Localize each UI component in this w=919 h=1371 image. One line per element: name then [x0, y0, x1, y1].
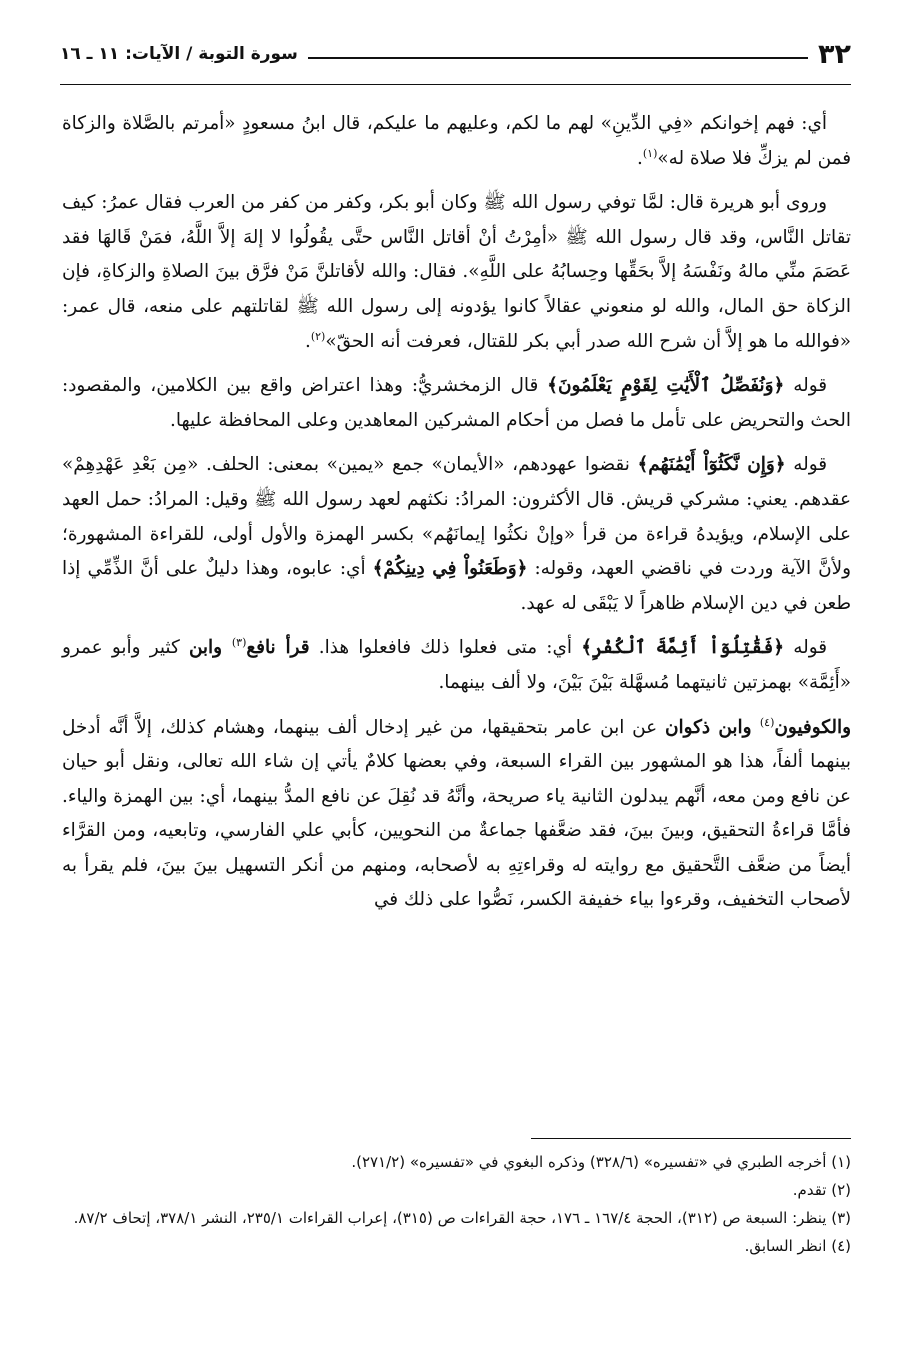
footnote-2: (٢) تقدم.	[792, 1181, 851, 1199]
paragraph-5	[62, 631, 851, 700]
quran-verse: ﴿وَإِن نَّكَثُوٓاْ أَيْمَٰنَهُم﴾	[637, 454, 786, 476]
footnote-ref: (١)	[642, 146, 658, 160]
quran-verse: ﴿فَقَٰتِلُوٓاْ أَئِمَّةَ ٱلْكُفْرِ﴾	[581, 637, 785, 659]
footnotes	[62, 1148, 851, 1260]
running-title: سورة التوبة / الآيات: ١١ ـ ١٦	[60, 44, 298, 64]
reader-name: والكوفيون	[774, 716, 851, 738]
paragraph-text: أي: فهم إخوانكم «فِي الدِّينِ» لهم ما لكم، وعليهم ما عليكم، قال ابنُ مسعودٍ «أمرتم بالصَّلاة والزكاة فمن لم يزكِّ فلا صلاة له»	[62, 113, 851, 169]
paragraph-text: كثير وأبو عمرو «أَئِمَّة» بهمزتين ثانيتهما مُسهَّلة بَيْنَ بَيْنَ، ولا ألف بينهما.	[62, 637, 851, 693]
footnote-4: (٤) انظر السابق.	[744, 1237, 851, 1255]
paragraph-lead: قوله	[785, 454, 827, 476]
paragraph-lead: قوله	[784, 637, 827, 659]
paragraph-tail: .	[637, 147, 643, 169]
paragraph-2	[62, 186, 851, 359]
paragraph-text: وروى أبو هريرة قال: لمَّا توفي رسول الله ﷺ وكان أبو بكر، وكفر من كفر من العرب فقال عمرُ: كيف تقاتل النَّاس، وقد قال رسول الله ﷺ «أمِرْتُ أنْ أقاتل النَّاس حتَّى يقُولُوا لا إلهَ إلاَّ اللَّهُ، فمَنْ قَالهَا فقد عَصَمَ منِّي مالهُ ونَفْسَهُ إلاَّ بحَقِّها وحِسابُهُ على اللَّهِ». فقال: والله لأقاتلنَّ مَنْ فرَّق بينَ الصلاةِ والزكاةِ، فإن الزكاة حق المال، والله لو منعوني عقالاً كانوا يؤدونه إلى رسول الله ﷺ لقاتلتهم على منعه، قال عمر: «فوالله ما هو إلاَّ أن شرح الله صدر أبي بكر للقتال، فعرفت أنه الحقّ»	[62, 192, 851, 352]
footnote-ref: (٣)	[231, 636, 247, 650]
reader-name: وابن ذكوان	[664, 716, 760, 738]
paragraph-text: نقضوا عهودهم، «الأيمان» جمع «يمين» بمعنى: الحلف. «مِن بَعْدِ عَهْدِهِمْ» عقدهم. يعني: مشركي قريش. قال الأكثرون: المرادُ: نكثهم لعهد رسول الله ﷺ وقيل: المرادُ: حمل العهد على الإسلام، ويؤيدهُ قراءة من قرأ «وإنْ نكثُوا إيمانَهُم» بكسر الهمزة والأول أولى، للقراءة المشهورة؛ ولأنَّ الآية وردت في ناقضي العهد، وقوله:	[62, 454, 852, 580]
page-number: ٣٢	[818, 38, 851, 70]
footnote-ref: (٤)	[759, 715, 775, 729]
footnote-1: (١) أخرجه الطبري في «تفسيره» (٣٢٨/٦) وذكره البغوي في «تفسيره» (٢٧١/٢).	[351, 1153, 851, 1171]
paragraph-6	[62, 711, 851, 919]
reader-name: وابن	[188, 637, 232, 659]
paragraph-text: قال الزمخشريُّ: وهذا اعتراض واقع بين الكلامين، والمقصود: الحث والتحريض على تأمل ما فصل من أحكام المشركين المعاهدين وعلى المحافظة عليها.	[62, 375, 851, 431]
paragraph-text: عن ابن عامر بتحقيقها، من غير إدخال ألف بينهما، وهشام كذلك، إلاَّ أنَّه أدخل بينهما ألفاً، هذا هو المشهور بين القراء السبعة، وفي بعضها كلامٌ يأتي إن شاء الله تعالى، ونقل أبو حيان عن نافع ومن معه، أنَّهم يبدلون الثانية ياء صريحة، وأنَّهُ قد نُقِلَ عن نافع المدُّ بينهما، أي: بين الهمزة والياء. فأمَّا قراءةُ التحقيق، وبينَ بينَ، فقد ضعَّفها جماعةٌ من النحويين، كأبي علي الفارسي، وتابعيه، ومن القرَّاء أيضاً من ضعَّف التَّحقيق مع روايته له وقراءتِهِ به لأصحابه، ومنهم من أنكر التسهيل بينَ بينَ، فلم يقرأ به لأصحاب التخفيف، وقرءوا بياء خفيفة الكسر، نَصُّوا على ذلك في	[62, 716, 851, 911]
paragraph-lead: قوله	[784, 375, 827, 397]
footnote-3: (٣) ينظر: السبعة ص (٣١٢)، الحجة ١٦٧/٤ ـ ١٧٦، حجة القراءات ص (٣١٥)، إعراب القراءات ٢٣٥/١، النشر ٣٧٨/١، إتحاف ٨٧/٢.	[73, 1209, 851, 1227]
paragraph-1	[62, 107, 851, 176]
reader-name: قرأ نافع	[246, 637, 310, 659]
paragraph-4	[62, 448, 851, 621]
paragraph-text: أي: عابوه، وهذا دليلٌ على أنَّ الذِّمِّي إذا طعن في دين الإسلام ظاهراً لا يَبْقَى له عهد.	[62, 558, 851, 614]
header-rule	[308, 57, 808, 59]
paragraph-tail: .	[304, 330, 311, 352]
page-header	[60, 32, 851, 76]
footnote-ref: (٢)	[310, 329, 326, 343]
header-divider	[60, 84, 851, 85]
footnote-divider	[531, 1138, 851, 1139]
paragraph-text: أي: متى فعلوا ذلك فافعلوا هذا.	[309, 637, 582, 659]
quran-verse: ﴿وَنُفَصِّلُ ٱلْأَيَٰتِ لِقَوْمٍ يَعْلَمُونَ﴾	[547, 375, 785, 397]
paragraph-3	[62, 369, 851, 438]
main-text	[62, 107, 851, 928]
quran-verse: ﴿وَطَعَنُواْ فِي دِينِكُمْ﴾	[372, 558, 528, 580]
